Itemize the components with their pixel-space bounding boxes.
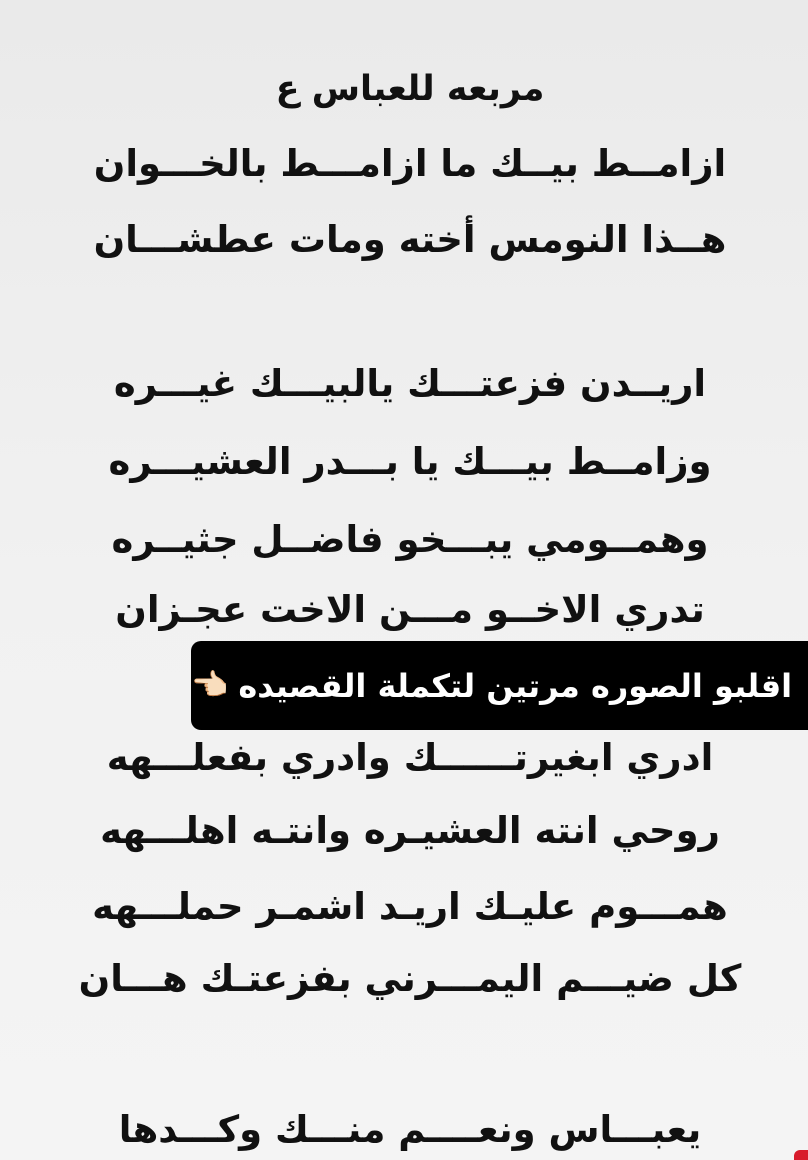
pointing-hand-icon: 👈🏻 (191, 668, 229, 703)
poem-line: وزامــط بيـــك يا بـــدر العشيـــره (108, 440, 712, 483)
poem-line: كل ضيـــم اليمـــرني بفزعتـك هـــان (78, 957, 742, 1000)
poem-line: اريــدن فزعتـــك يالبيـــك غيـــره (113, 362, 707, 405)
poem-line: يعبـــاس ونعــــم منـــك وكـــدها (118, 1108, 702, 1151)
poem-line: ادري ابغيرتــــــك وادري بفعلـــهه (106, 736, 714, 779)
overlay-caption: اقلبو الصوره مرتين لتكملة القصيده (238, 666, 793, 705)
poem-line: وهمــومي يبـــخو فاضــل جثيــره (111, 518, 709, 561)
corner-mark-icon (794, 1150, 808, 1160)
poem-line: هــذا النومس أخته ومات عطشـــان (93, 218, 727, 261)
poem-line: ازامــط بيــك ما ازامـــط بالخـــوان (93, 142, 727, 185)
caption-overlay (191, 641, 808, 730)
poem-line: همـــوم عليـك اريـد اشمـر حملـــهه (92, 885, 728, 928)
poem-title: مربعه للعباس ع (275, 69, 545, 109)
poem-line: تدري الاخــو مـــن الاخت عجـزان (115, 588, 705, 631)
poem-line: روحي انته العشيـره وانتـه اهلـــهه (100, 809, 720, 852)
